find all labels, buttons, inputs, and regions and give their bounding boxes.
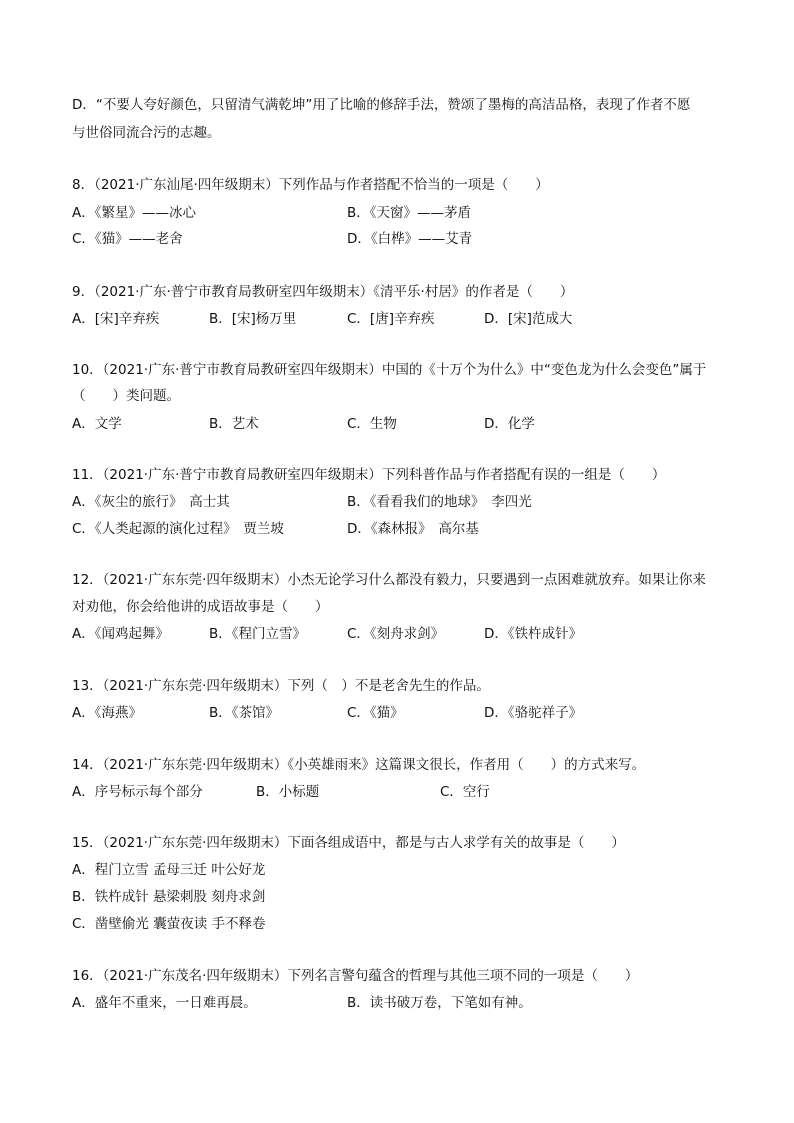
question-12-option-a: A．《闻鸡起舞》 [72,626,169,642]
question-8-option-b: B．《天窗》——茅盾 [347,205,472,221]
question-9-stem: 9．（2021·广东·普宁市教育局教研室四年级期末）《清平乐·村居》的作者是（ ） [72,284,574,300]
question-14-option-b: B．小标题 [256,784,320,800]
question-16-option-b: B．读书破万卷，下笔如有神。 [347,995,532,1011]
question-14-option-c: C．空行 [440,784,490,800]
question-8-option-d: D．《白桦》——艾青 [347,231,473,247]
question-14-option-a: A．序号标示每个部分 [72,784,203,800]
question-13-option-c: C．《猫》 [347,705,404,721]
question-15-option-b: B．铁杵成针 悬梁刺股 刻舟求剑 [72,889,266,905]
question-9-option-d: D．[宋]范成大 [484,311,573,327]
question-12-stem-line2: 对劝他，你会给他讲的成语故事是（ ） [72,599,329,615]
prev-option-d-line2: 与世俗同流合污的志趣。 [72,125,221,141]
question-11-option-b: B．《看看我们的地球》 李四光 [347,494,532,510]
question-11-stem: 11．（2021·广东·普宁市教育局教研室四年级期末）下列科普作品与作者搭配有误的一组是（ ） [72,467,666,483]
question-13-option-d: D．《骆驼祥子》 [484,705,583,721]
question-8-option-a: A．《繁星》——冰心 [72,205,196,221]
question-15-stem: 15．（2021·广东东莞·四年级期末）下面各组成语中，都是与古人求学有关的故事是（ ） [72,835,625,851]
question-12-option-c: C．《刻舟求剑》 [347,626,445,642]
question-8-option-c: C．《猫》——老舍 [72,231,183,247]
question-14-stem: 14．（2021·广东东莞·四年级期末）《小英雄雨来》这篇课文很长，作者用（ ）的方式来写。 [72,757,646,773]
question-13-option-b: B．《茶馆》 [209,705,280,721]
question-11-option-a: A．《灰尘的旅行》 高士其 [72,494,230,510]
question-15-option-c: C．凿壁偷光 囊萤夜读 手不释卷 [72,916,266,932]
question-9-option-a: A．[宋]辛弃疾 [72,311,160,327]
question-16-option-a: A．盛年不重来，一日难再晨。 [72,995,257,1011]
question-11-option-d: D．《森林报》 高尔基 [347,521,479,537]
question-10-option-a: A．文学 [72,416,122,432]
prev-option-d-line1: D．“不要人夸好颜色，只留清气满乾坤”用了比喻的修辞手法，赞颂了墨梅的高洁品格，表现了作者不愿 [72,97,691,113]
question-15-option-a: A．程门立雪 孟母三迁 叶公好龙 [72,862,266,878]
question-8-stem: 8．（2021·广东汕尾·四年级期末）下列作品与作者搭配不恰当的一项是（ ） [72,177,549,193]
question-12-option-b: B．《程门立雪》 [209,626,307,642]
question-12-stem: 12．（2021·广东东莞·四年级期末）小杰无论学习什么都没有毅力，只要遇到一点困难就放弃。如果让你来 [72,572,706,588]
question-13-option-a: A．《海燕》 [72,705,142,721]
question-13-stem: 13．（2021·广东东莞·四年级期末）下列（ ）不是老舍先生的作品。 [72,678,490,694]
question-10-stem-line2: （ ）类问题。 [72,388,180,404]
question-16-stem: 16．（2021·广东茂名·四年级期末）下列名言警句蕴含的哲理与其他三项不同的一项是（ ） [72,968,639,984]
question-9-option-b: B．[宋]杨万里 [209,311,297,327]
question-10-option-d: D．化学 [484,416,535,432]
question-11-option-c: C．《人类起源的演化过程》 贾兰坡 [72,521,284,537]
question-10-option-c: C．生物 [347,416,397,432]
question-10-option-b: B．艺术 [209,416,259,432]
question-12-option-d: D．《铁杵成针》 [484,626,583,642]
question-9-option-c: C．[唐]辛弃疾 [347,311,435,327]
question-10-stem: 10．（2021·广东·普宁市教育局教研室四年级期末）中国的《十万个为什么》中“变色龙为什么会变色”属于 [72,362,707,378]
